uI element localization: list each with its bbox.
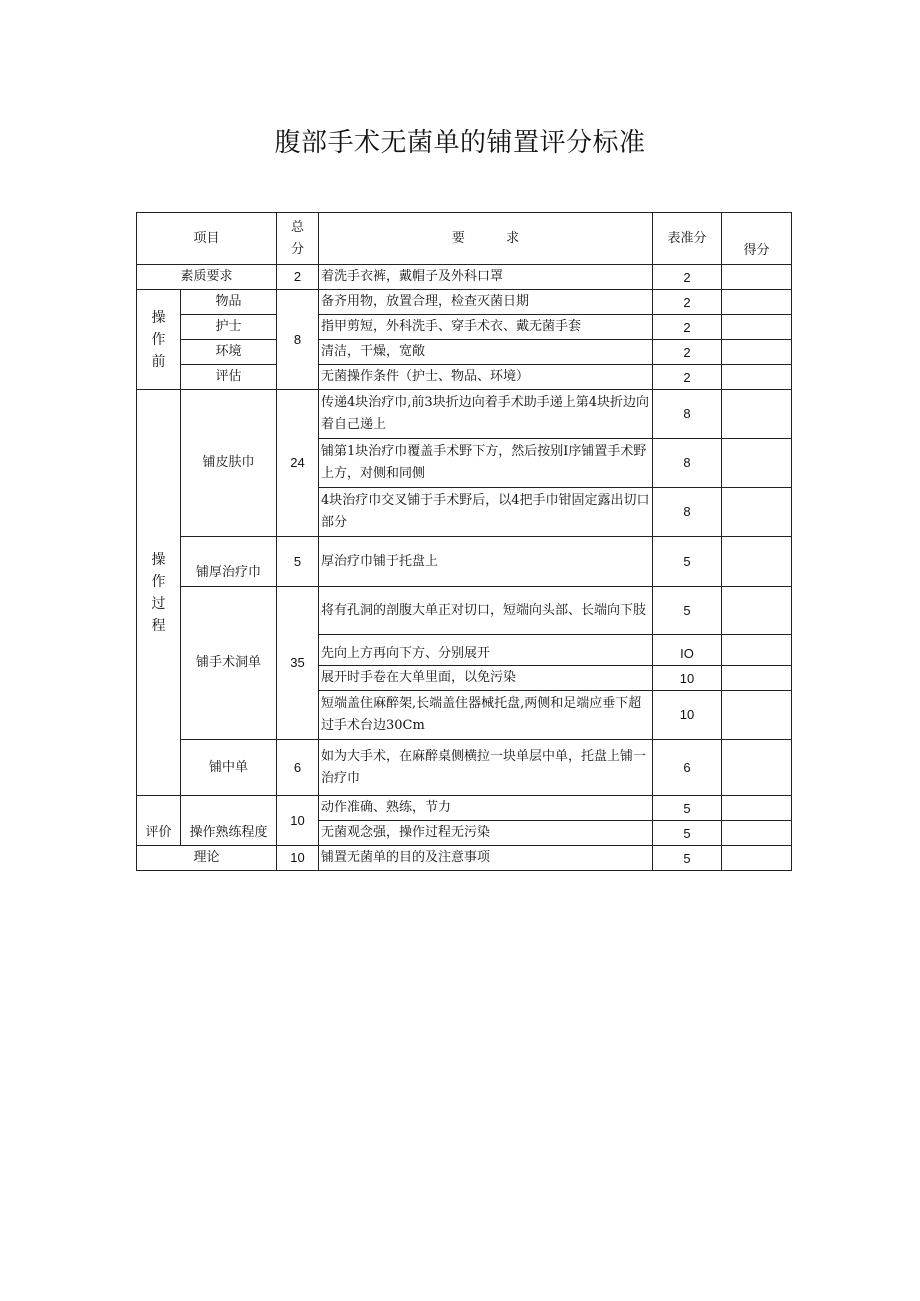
thick-std: 5 — [653, 537, 722, 587]
hole-req: 将有孔洞的剖腹大单正对切口，短端向头部、长端向下肢 — [319, 587, 653, 635]
score-cell[interactable] — [722, 796, 792, 821]
before-req: 无菌操作条件（护士、物品、环境） — [319, 365, 653, 390]
table-row — [137, 390, 792, 439]
eval-sub: 操作熟练程度 — [181, 796, 277, 846]
score-cell[interactable] — [722, 666, 792, 691]
score-cell[interactable] — [722, 635, 792, 666]
hole-std: IO — [653, 635, 722, 666]
before-req: 备齐用物，放置合理，检查灭菌日期 — [319, 290, 653, 315]
header-total-text: 总分 — [291, 219, 305, 257]
middle-std: 6 — [653, 740, 722, 796]
skin-std: 8 — [653, 439, 722, 488]
eval-req: 无菌观念强，操作过程无污染 — [319, 821, 653, 846]
hole-sub: 铺手术洞单 — [181, 587, 277, 740]
table-row — [137, 537, 792, 587]
eval-label: 评价 — [137, 796, 181, 846]
score-cell[interactable] — [722, 290, 792, 315]
skin-req: 4块治疗巾交叉铺于手术野后，以4把手巾钳固定露出切口部分 — [319, 488, 653, 537]
score-cell[interactable] — [722, 587, 792, 635]
table-row — [137, 290, 792, 315]
skin-sub: 铺皮肤巾 — [181, 390, 277, 537]
skin-std: 8 — [653, 488, 722, 537]
table-row — [137, 265, 792, 290]
quality-total: 2 — [277, 265, 319, 290]
hole-total: 35 — [277, 587, 319, 740]
hole-std: 10 — [653, 666, 722, 691]
before-total: 8 — [277, 290, 319, 390]
process-label-char: 过 — [151, 595, 166, 612]
process-label-char: 作 — [151, 573, 166, 590]
eval-req: 动作准确、熟练，节力 — [319, 796, 653, 821]
score-cell[interactable] — [722, 488, 792, 537]
eval-std: 5 — [653, 796, 722, 821]
table-row — [137, 315, 792, 340]
page-title: 腹部手术无菌单的铺置评分标准 — [274, 128, 646, 158]
quality-label: 素质要求 — [137, 265, 277, 290]
header-total — [277, 213, 319, 265]
middle-req: 如为大手术，在麻醉桌侧横拉一块单层中单，托盘上铺一治疗巾 — [319, 740, 653, 796]
score-cell[interactable] — [722, 390, 792, 439]
hole-std: 10 — [653, 691, 722, 740]
middle-sub: 铺中单 — [181, 740, 277, 796]
score-cell[interactable] — [722, 740, 792, 796]
header-score: 得分 — [722, 213, 792, 265]
score-cell[interactable] — [722, 340, 792, 365]
header-requirement: 要 求 — [319, 213, 653, 265]
process-label-char: 程 — [151, 617, 166, 634]
table-row — [137, 796, 792, 821]
skin-total: 24 — [277, 390, 319, 537]
score-cell[interactable] — [722, 439, 792, 488]
before-std: 2 — [653, 290, 722, 315]
eval-total: 10 — [277, 796, 319, 846]
before-req: 清洁，干燥，宽敞 — [319, 340, 653, 365]
score-cell[interactable] — [722, 265, 792, 290]
table-row — [137, 365, 792, 390]
before-std: 2 — [653, 365, 722, 390]
middle-total: 6 — [277, 740, 319, 796]
thick-total: 5 — [277, 537, 319, 587]
header-standard: 表准分 — [653, 213, 722, 265]
table-row — [137, 846, 792, 871]
skin-std: 8 — [653, 390, 722, 439]
score-cell[interactable] — [722, 846, 792, 871]
before-label — [137, 290, 181, 390]
header-row — [137, 213, 792, 265]
thick-sub: 铺厚治疗巾 — [181, 537, 277, 587]
before-label-char: 操 — [151, 309, 166, 326]
before-std: 2 — [653, 315, 722, 340]
before-label-char: 前 — [151, 353, 166, 370]
hole-std: 5 — [653, 587, 722, 635]
table-row — [137, 587, 792, 635]
hole-req: 先向上方再向下方、分别展开 — [319, 635, 653, 666]
score-cell[interactable] — [722, 691, 792, 740]
process-label-char: 操 — [151, 551, 166, 568]
before-sub: 物品 — [181, 290, 277, 315]
skin-req: 铺第1块治疗巾覆盖手术野下方，然后按别I序铺置手术野上方，对侧和同侧 — [319, 439, 653, 488]
before-sub: 护士 — [181, 315, 277, 340]
hole-req: 展开时手卷在大单里面，以免污染 — [319, 666, 653, 691]
before-sub: 评估 — [181, 365, 277, 390]
table-row — [137, 340, 792, 365]
process-label — [137, 390, 181, 796]
skin-req: 传递4块治疗巾,前3块折边向着手术助手递上第4块折边向着自己递上 — [319, 390, 653, 439]
score-cell[interactable] — [722, 537, 792, 587]
score-cell[interactable] — [722, 821, 792, 846]
score-cell[interactable] — [722, 315, 792, 340]
theory-std: 5 — [653, 846, 722, 871]
quality-req: 着洗手衣裤，戴帽子及外科口罩 — [319, 265, 653, 290]
hole-req: 短端盖住麻醉架,长端盖住器械托盘,两侧和足端应垂下超过手术台边30Cm — [319, 691, 653, 740]
before-req: 指甲剪短，外科洗手、穿手术衣、戴无菌手套 — [319, 315, 653, 340]
before-std: 2 — [653, 340, 722, 365]
before-sub: 环境 — [181, 340, 277, 365]
thick-req: 厚治疗巾铺于托盘上 — [319, 537, 653, 587]
eval-std: 5 — [653, 821, 722, 846]
score-cell[interactable] — [722, 365, 792, 390]
theory-req: 铺置无菌单的目的及注意事项 — [319, 846, 653, 871]
header-item: 项目 — [137, 213, 277, 265]
quality-std: 2 — [653, 265, 722, 290]
scoring-table — [136, 212, 792, 871]
theory-label: 理论 — [137, 846, 277, 871]
table-row — [137, 740, 792, 796]
before-label-char: 作 — [151, 331, 166, 348]
theory-total: 10 — [277, 846, 319, 871]
